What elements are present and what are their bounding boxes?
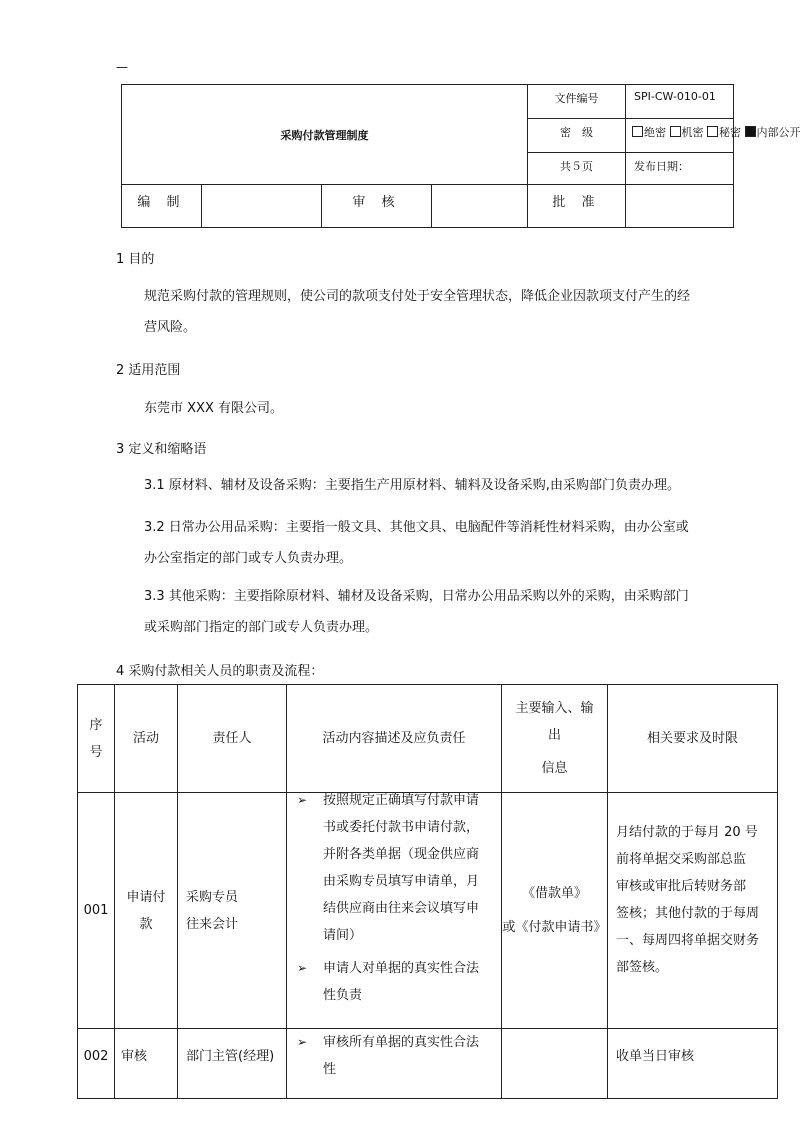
- row-2-description: [287, 1029, 502, 1099]
- row-2-bullet-1-line-2: 性: [323, 1062, 337, 1077]
- header-seq-line-2: 号: [89, 744, 103, 760]
- row-2-io: [502, 1029, 608, 1099]
- option-top-secret: 绝密: [644, 126, 666, 139]
- row-1-bullet-1-line-1: ➢ 按照规定正确填写付款申请: [323, 793, 480, 808]
- row-1-req-line-2: 前将单据交采购部总监: [616, 852, 747, 867]
- header-io: [502, 685, 608, 793]
- doc-number-value: SPI-CW-010-01: [626, 85, 734, 119]
- compile-label: 编 制: [122, 185, 202, 228]
- row-1-req-line-4: 签核；其他付款的于每周: [616, 906, 760, 921]
- row-1-req-line-3: 审核或审批后转财务部: [616, 879, 747, 894]
- header-description: 活动内容描述及应负责任: [287, 685, 502, 793]
- row-1-bullet-1-line-4: 由采购专员填写申请单，月: [323, 874, 480, 889]
- row-1-activity-line-1: 申请付: [126, 889, 166, 905]
- row-1-req-line-5: 一、每周四将单据交财务: [616, 933, 760, 948]
- option-confidential: 机密: [681, 126, 704, 139]
- publish-date-label: 发布日期：: [626, 153, 734, 185]
- row-1-bullet-2-line-1: ➢ 申请人对单据的真实性合法: [323, 961, 480, 976]
- row-1-requirements: [608, 793, 778, 1029]
- header-seq-line-1: 序: [89, 717, 103, 733]
- document-title: 采购付款管理制度: [122, 85, 528, 185]
- responsibility-process-table: [77, 684, 778, 1099]
- section-3-3-line-1: 3.3 其他采购：主要指除原材料、辅材及设备采购，日常办公用品采购以外的采购，由采购部门: [144, 589, 689, 604]
- table-row: [78, 793, 778, 1029]
- row-1-activity: [115, 793, 178, 1029]
- row-1-bullet-1-line-6: 请间）: [323, 928, 363, 943]
- row-2-seq: 002: [78, 1029, 115, 1099]
- row-1-owner-line-1: 采购专员: [186, 889, 239, 905]
- review-label: 审 核: [322, 185, 432, 228]
- header-io-line-3: 信息: [541, 761, 568, 776]
- approve-label: 批 准: [528, 185, 626, 228]
- row-2-bullet-1: [287, 1029, 501, 1083]
- row-1-bullet-1-line-3: 并附各类单据（现金供应商: [323, 847, 480, 862]
- section-3-3-line-2: 或采购部门指定的部门或专人负责办理。: [144, 620, 379, 635]
- option-secret: 秘密: [719, 126, 741, 139]
- table-row: [78, 1029, 778, 1099]
- review-signature-cell: [432, 185, 528, 228]
- checkbox-top-secret-icon: [632, 126, 643, 137]
- row-1-bullet-1-line-2: 书或委托付款书申请付款，: [323, 820, 480, 835]
- security-level-label: 密 级: [528, 119, 626, 153]
- row-1-bullet-2: [287, 955, 501, 1009]
- row-1-io: [502, 793, 608, 1029]
- row-2-bullet-1-line-1: ➢ 审核所有单据的真实性合法: [323, 1035, 480, 1050]
- header-requirements: 相关要求及时限: [608, 685, 778, 793]
- row-2-activity: 审核: [115, 1029, 178, 1099]
- row-1-req-line-1: 月结付款的于每月 20 号: [616, 825, 758, 840]
- row-1-io-line-1: 《借款单》: [521, 885, 587, 901]
- section-3-2: [144, 512, 764, 574]
- section-2-title: 2 适用范围: [116, 363, 181, 378]
- section-1-line-2: 营风险。: [144, 320, 197, 335]
- section-1-title: 1 目的: [116, 252, 155, 267]
- row-1-io-line-2: 或《付款申请书》: [502, 919, 607, 935]
- page-count: 共５页: [528, 153, 626, 185]
- header-io-line-1: 主要输入、输: [515, 701, 594, 716]
- section-4-title: 4 采购付款相关人员的职责及流程：: [116, 664, 324, 679]
- row-1-bullet-1: [287, 787, 501, 949]
- checkbox-internal-checked-icon: [745, 126, 756, 137]
- compile-signature-cell: [202, 185, 322, 228]
- document-header-table: [121, 84, 800, 228]
- option-internal: 内部公开: [756, 126, 800, 139]
- header-activity: 活动: [115, 685, 178, 793]
- row-2-owner: 部门主管(经理): [178, 1029, 287, 1099]
- section-3-3: [144, 581, 764, 643]
- section-1-paragraph: [144, 281, 764, 343]
- section-3-1: 3.1 原材料、辅材及设备采购：主要指生产用原材料、辅料及设备采购,由采购部门负责办理。: [144, 478, 680, 493]
- section-3-title: 3 定义和缩略语: [116, 442, 207, 457]
- row-1-description: [287, 793, 502, 1029]
- table-header-row: [78, 685, 778, 793]
- section-3-2-line-1: 3.2 日常办公用品采购：主要指一般文具、其他文具、电脑配件等消耗性材料采购，由办公室或: [144, 520, 689, 535]
- approve-signature-cell: [626, 185, 734, 228]
- row-1-bullet-2-line-2: 性负责: [323, 988, 363, 1003]
- row-2-requirements: 收单当日审核: [608, 1029, 778, 1099]
- section-3-2-line-2: 办公室指定的部门或专人负责办理。: [144, 551, 353, 566]
- section-1-line-1: 规范采购付款的管理规则，使公司的款项支付处于安全管理状态，降低企业因款项支付产生的经: [144, 289, 691, 304]
- doc-number-label: 文件编号: [528, 85, 626, 119]
- header-owner: 责任人: [178, 685, 287, 793]
- header-io-line-2: 出: [547, 728, 561, 743]
- header-dash: —: [116, 60, 128, 74]
- row-1-owner: [178, 793, 287, 1029]
- checkbox-confidential-icon: [670, 126, 681, 137]
- row-1-req-line-6: 部签核。: [616, 960, 669, 975]
- checkbox-secret-icon: [707, 126, 718, 137]
- row-1-seq: 001: [78, 793, 115, 1029]
- security-level-options: [626, 119, 800, 153]
- row-1-activity-line-2: 款: [139, 916, 153, 932]
- row-1-owner-line-2: 往来会计: [186, 916, 239, 932]
- row-1-bullet-1-line-5: 结供应商由往来会议填写申: [323, 901, 480, 916]
- section-2-paragraph: 东莞市 XXX 有限公司。: [144, 401, 283, 416]
- header-seq: [78, 685, 115, 793]
